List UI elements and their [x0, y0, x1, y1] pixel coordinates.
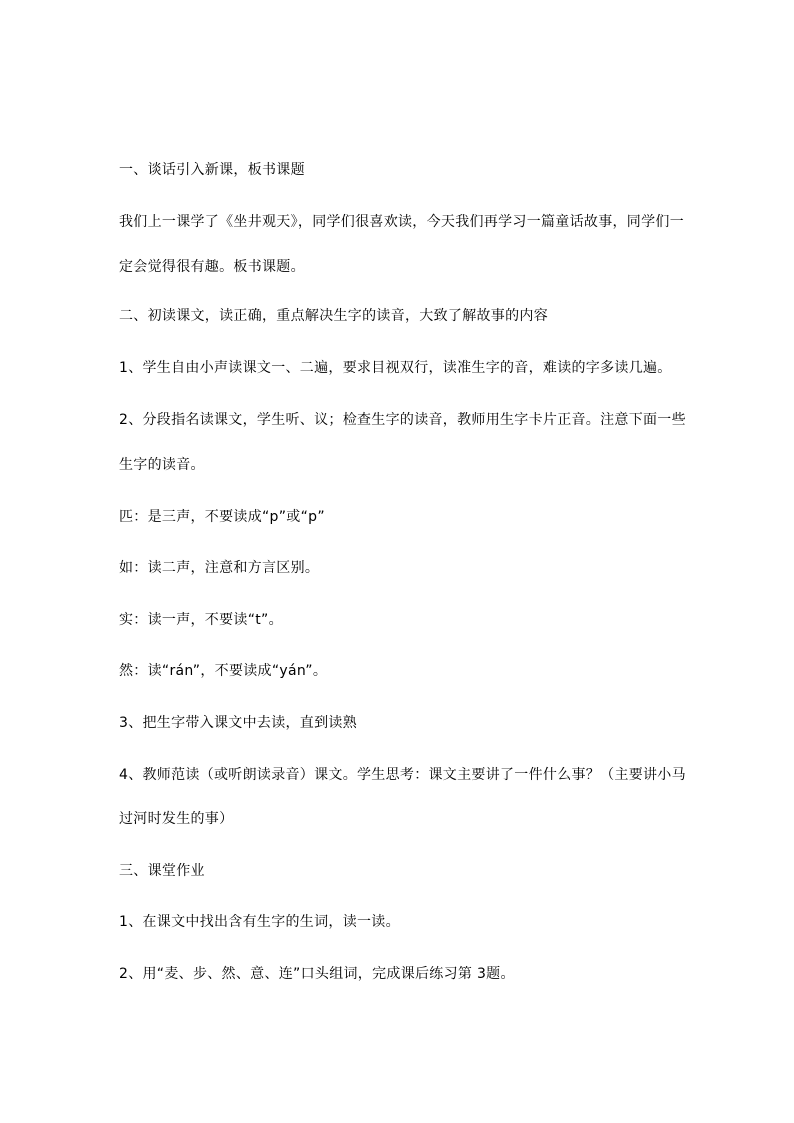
list-item: 4、教师范读（或听朗读录音）课文。学生思考：课文主要讲了一件什么事？（主要讲小马: [119, 767, 686, 783]
list-item: 2、分段指名读课文，学生听、议；检查生字的读音，教师用生字卡片正音。注意下面一些: [119, 412, 686, 428]
paragraph-line: 生字的读音。: [119, 457, 205, 473]
section-heading-2: 二、初读课文，读正确，重点解决生字的读音，大致了解故事的内容: [119, 308, 548, 324]
section-heading-1: 一、谈话引入新课，板书课题: [119, 162, 305, 178]
pronunciation-note: 匹：是三声，不要读成“p”或“p”: [119, 509, 325, 525]
pronunciation-note: 然：读“rán”，不要读成“yán”。: [119, 663, 328, 679]
list-item: 1、学生自由小声读课文一、二遍，要求目视双行，读准生字的音，难读的字多读几遍。: [119, 360, 672, 376]
paragraph-line: 定会觉得很有趣。板书课题。: [119, 259, 305, 275]
list-item: 1、在课文中找出含有生字的生词，读一读。: [119, 914, 400, 930]
pronunciation-note: 实：读一声，不要读“t”。: [119, 612, 283, 628]
paragraph-line: 我们上一课学了《坐井观天》，同学们很喜欢读，今天我们再学习一篇童话故事，同学们一: [119, 214, 684, 230]
paragraph-line: 过河时发生的事）: [119, 811, 234, 827]
list-item: 2、用“麦、步、然、意、连”口头组词，完成课后练习第 3题。: [119, 966, 515, 982]
section-heading-3: 三、课堂作业: [119, 863, 205, 879]
list-item: 3、把生字带入课文中去读，直到读熟: [119, 715, 358, 731]
pronunciation-note: 如：读二声，注意和方言区别。: [119, 560, 320, 576]
